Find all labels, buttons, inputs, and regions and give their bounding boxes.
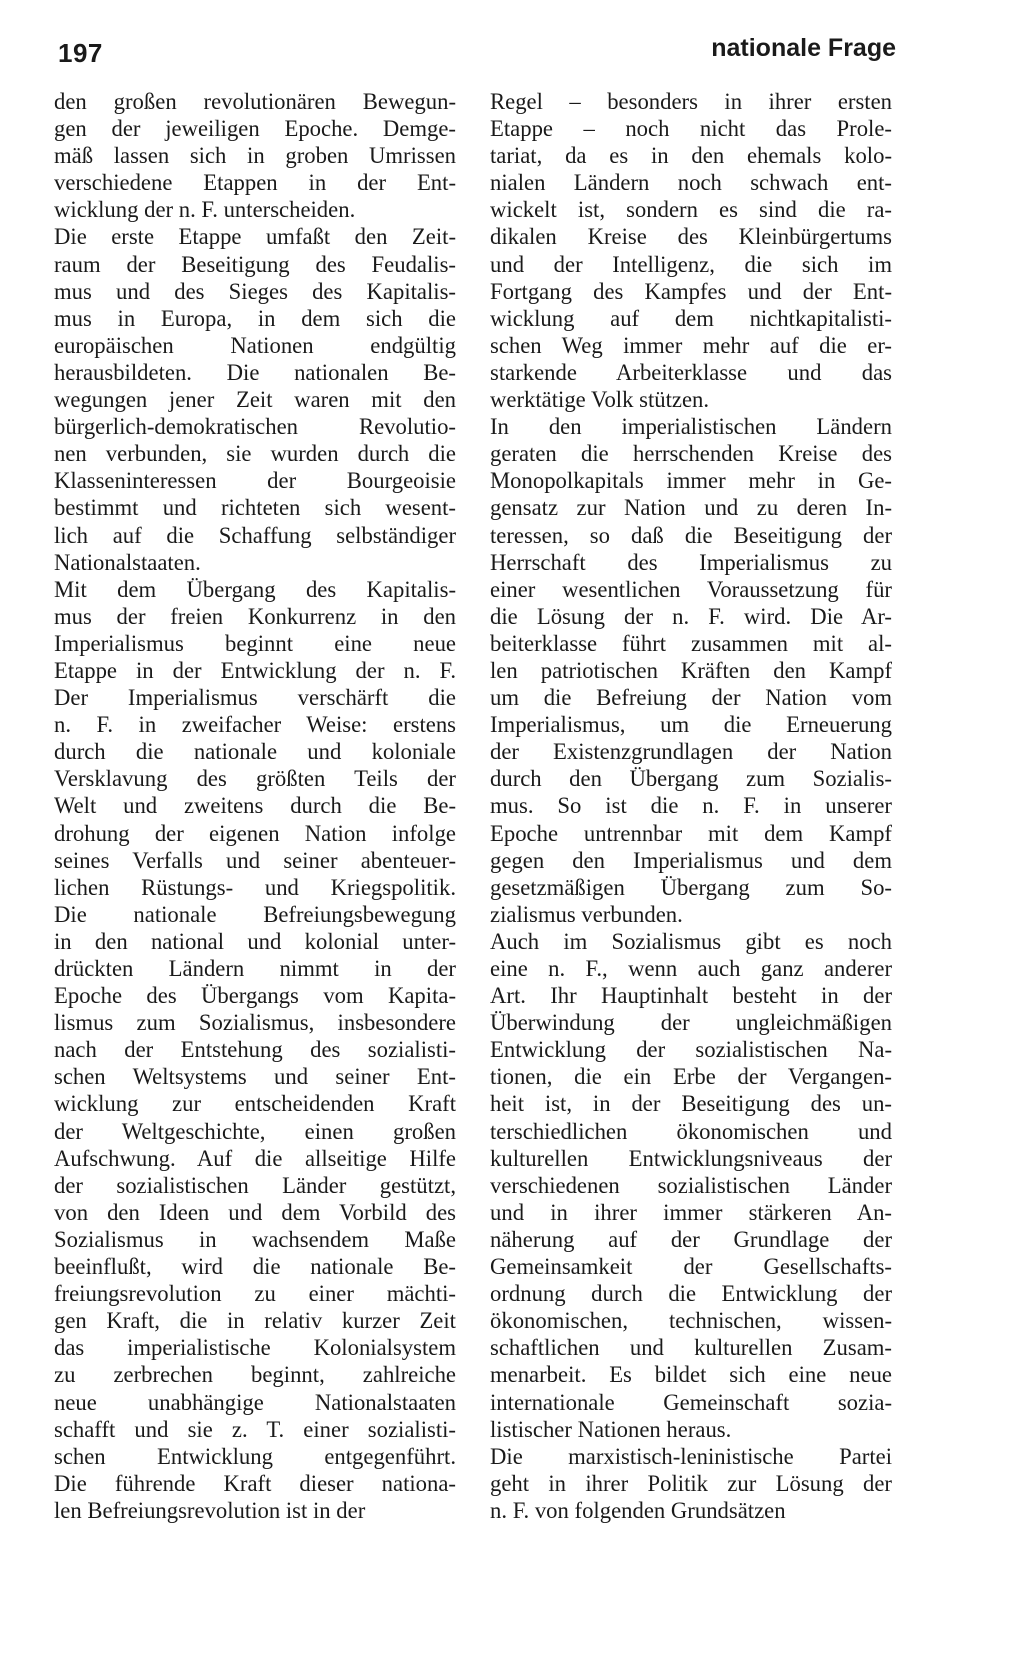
- text-line: mäß lassen sich in groben Umrissen: [54, 143, 456, 169]
- text-line: zu zerbrechen beginnt, zahlreiche: [54, 1362, 456, 1388]
- text-line: von den Ideen und dem Vorbild des: [54, 1199, 456, 1225]
- text-line: wegungen jener Zeit waren mit den: [54, 387, 456, 413]
- text-line: Nationalstaaten.: [54, 549, 201, 575]
- text-line: das imperialistische Kolonialsystem: [54, 1335, 456, 1361]
- text-line: nach der Entstehung des sozialisti-: [54, 1037, 456, 1063]
- text-line: Die führende Kraft dieser nationa-: [54, 1470, 456, 1496]
- text-line: gensatz zur Nation und zu deren In-: [490, 495, 892, 521]
- text-line: lismus zum Sozialismus, insbesondere: [54, 1010, 456, 1036]
- text-line: Überwindung der ungleichmäßigen: [490, 1010, 892, 1036]
- text-line: In den imperialistischen Ländern: [490, 414, 892, 440]
- text-line: Art. Ihr Hauptinhalt besteht in der: [490, 983, 892, 1009]
- text-line: Gemeinsamkeit der Gesellschafts-: [490, 1254, 892, 1280]
- paragraph: [490, 928, 892, 1443]
- text-line: raum der Beseitigung des Feudalis-: [54, 251, 456, 277]
- text-line: tionen, die ein Erbe der Vergangen-: [490, 1064, 892, 1090]
- text-line: und in ihrer immer stärkeren An-: [490, 1199, 892, 1225]
- text-line: Herrschaft des Imperialismus zu: [490, 549, 892, 575]
- text-line: um die Befreiung der Nation vom: [490, 685, 892, 711]
- text-line: Epoche des Übergangs vom Kapita-: [54, 983, 456, 1009]
- text-line: lich auf die Schaffung selbständiger: [54, 522, 456, 548]
- text-line: wicklung der n. F. unterscheiden.: [54, 197, 356, 223]
- text-line: heit ist, in der Beseitigung des un-: [490, 1091, 892, 1117]
- text-line: Versklavung des größten Teils der: [54, 766, 456, 792]
- running-head: nationale Frage: [711, 34, 896, 62]
- paragraph: [490, 413, 892, 928]
- text-line: Imperialismus, um die Erneuerung: [490, 712, 892, 738]
- text-line: in den national und kolonial unter-: [54, 928, 456, 954]
- text-line: Imperialismus beginnt eine neue: [54, 630, 456, 656]
- text-line: der Weltgeschichte, einen großen: [54, 1118, 456, 1144]
- text-line: eine n. F., wenn auch ganz anderer: [490, 956, 892, 981]
- text-line: ökonomischen, technischen, wissen-: [490, 1308, 892, 1334]
- text-line: Etappe – noch nicht das Prole-: [490, 116, 892, 142]
- text-line: wickelt ist, sondern es sind die ra-: [490, 197, 892, 223]
- text-line: n. F. in zweifacher Weise: erstens: [54, 712, 456, 738]
- text-line: Aufschwung. Auf die allseitige Hilfe: [54, 1145, 456, 1171]
- text-line: schen Weg immer mehr auf die er-: [490, 332, 892, 358]
- text-line: internationale Gemeinschaft sozia-: [490, 1389, 892, 1415]
- paragraph: [490, 1443, 892, 1524]
- text-line: Die nationale Befreiungsbewegung: [54, 901, 456, 927]
- text-line: bestimmt und richteten sich wesent-: [54, 495, 456, 521]
- text-line: Klasseninteressen der Bourgeoisie: [54, 468, 456, 494]
- text-line: mus der freien Konkurrenz in den: [54, 603, 456, 629]
- text-line: die Lösung der n. F. wird. Die Ar-: [490, 603, 892, 629]
- text-line: wicklung auf dem nichtkapitalisti-: [490, 305, 892, 331]
- text-line: tariat, da es in den ehemals kolo-: [490, 143, 892, 169]
- text-line: Welt und zweitens durch die Be-: [54, 793, 456, 819]
- text-line: schaftlichen und kulturellen Zusam-: [490, 1335, 892, 1361]
- text-line: Die erste Etappe umfaßt den Zeit-: [54, 224, 456, 250]
- text-line: beiterklasse führt zusammen mit al-: [490, 630, 892, 656]
- text-line: näherung auf der Grundlage der: [490, 1226, 892, 1252]
- text-line: Entwicklung der sozialistischen Na-: [490, 1037, 892, 1063]
- text-line: durch den Übergang zum Sozialis-: [490, 766, 892, 792]
- text-line: der sozialistischen Länder gestützt,: [54, 1172, 456, 1198]
- text-line: freiungsrevolution zu einer mächti-: [54, 1281, 456, 1307]
- text-line: geht in ihrer Politik zur Lösung der: [490, 1470, 892, 1496]
- text-line: beeinflußt, wird die nationale Be-: [54, 1254, 456, 1280]
- text-line: len patriotischen Kräften den Kampf: [490, 657, 892, 683]
- text-line: Regel – besonders in ihrer ersten: [490, 89, 892, 114]
- text-line: einer wesentlichen Voraussetzung für: [490, 576, 892, 602]
- text-line: starkende Arbeiterklasse und das: [490, 359, 892, 385]
- text-line: herausbildeten. Die nationalen Be-: [54, 359, 456, 385]
- left-text-column: [54, 88, 456, 1524]
- text-line: teressen, so daß die Beseitigung der: [490, 522, 892, 548]
- text-line: mus in Europa, in dem sich die: [54, 305, 456, 331]
- text-line: nialen Ländern noch schwach ent-: [490, 170, 892, 196]
- text-line: Der Imperialismus verschärft die: [54, 685, 456, 711]
- text-line: Mit dem Übergang des Kapitalis-: [54, 576, 456, 602]
- text-line: gen Kraft, die in relativ kurzer Zeit: [54, 1308, 456, 1334]
- text-line: den großen revolutionären Bewegun-: [54, 89, 456, 114]
- text-line: geraten die herrschenden Kreise des: [490, 441, 892, 467]
- text-line: bürgerlich-demokratischen Revolutio-: [54, 414, 456, 440]
- page-number: 197: [58, 38, 103, 68]
- text-line: zialismus verbunden.: [490, 901, 683, 927]
- text-line: Etappe in der Entwicklung der n. F.: [54, 657, 456, 683]
- paragraph: [54, 88, 456, 223]
- text-line: listischer Nationen heraus.: [490, 1416, 732, 1442]
- text-line: dikalen Kreise des Kleinbürgertums: [490, 224, 892, 250]
- text-line: n. F. von folgenden Grundsätzen: [490, 1497, 786, 1523]
- text-line: drückten Ländern nimmt in der: [54, 956, 456, 981]
- text-line: europäischen Nationen endgültig: [54, 332, 456, 358]
- text-line: lichen Rüstungs- und Kriegspolitik.: [54, 874, 456, 900]
- text-line: terschiedlichen ökonomischen und: [490, 1118, 892, 1144]
- text-line: verschiedene Etappen in der Ent-: [54, 170, 456, 196]
- paragraph: [54, 223, 456, 575]
- text-line: mus und des Sieges des Kapitalis-: [54, 278, 456, 304]
- text-line: gesetzmäßigen Übergang zum So-: [490, 874, 892, 900]
- text-line: Fortgang des Kampfes und der Ent-: [490, 278, 892, 304]
- text-line: len Befreiungsrevolution ist in der: [54, 1497, 366, 1523]
- text-line: nen verbunden, sie wurden durch die: [54, 441, 456, 467]
- paragraph: [490, 88, 892, 413]
- right-text-column: [490, 88, 892, 1524]
- paragraph: [54, 576, 456, 1524]
- text-line: ordnung durch die Entwicklung der: [490, 1281, 892, 1307]
- text-line: Auch im Sozialismus gibt es noch: [490, 928, 892, 954]
- text-line: werktätige Volk stützen.: [490, 387, 710, 413]
- text-line: Epoche untrennbar mit dem Kampf: [490, 820, 892, 846]
- text-line: seines Verfalls und seiner abenteuer-: [54, 847, 456, 873]
- text-line: schen Entwicklung entgegenführt.: [54, 1443, 456, 1469]
- text-line: Monopolkapitals immer mehr in Ge-: [490, 468, 892, 494]
- text-line: gegen den Imperialismus und dem: [490, 847, 892, 873]
- text-line: schafft und sie z. T. einer sozialisti-: [54, 1416, 456, 1442]
- text-line: mus. So ist die n. F. in unserer: [490, 793, 892, 819]
- text-line: wicklung zur entscheidenden Kraft: [54, 1091, 456, 1117]
- text-line: gen der jeweiligen Epoche. Demge-: [54, 116, 456, 142]
- text-line: Die marxistisch-leninistische Partei: [490, 1443, 892, 1469]
- text-line: der Existenzgrundlagen der Nation: [490, 739, 892, 765]
- text-line: kulturellen Entwicklungsniveaus der: [490, 1145, 892, 1171]
- text-line: schen Weltsystems und seiner Ent-: [54, 1064, 456, 1090]
- text-line: neue unabhängige Nationalstaaten: [54, 1389, 456, 1415]
- text-line: menarbeit. Es bildet sich eine neue: [490, 1362, 892, 1388]
- text-line: Sozialismus in wachsendem Maße: [54, 1226, 456, 1252]
- text-line: verschiedenen sozialistischen Länder: [490, 1172, 892, 1198]
- text-line: und der Intelligenz, die sich im: [490, 251, 892, 277]
- text-line: durch die nationale und koloniale: [54, 739, 456, 765]
- text-line: drohung der eigenen Nation infolge: [54, 820, 456, 846]
